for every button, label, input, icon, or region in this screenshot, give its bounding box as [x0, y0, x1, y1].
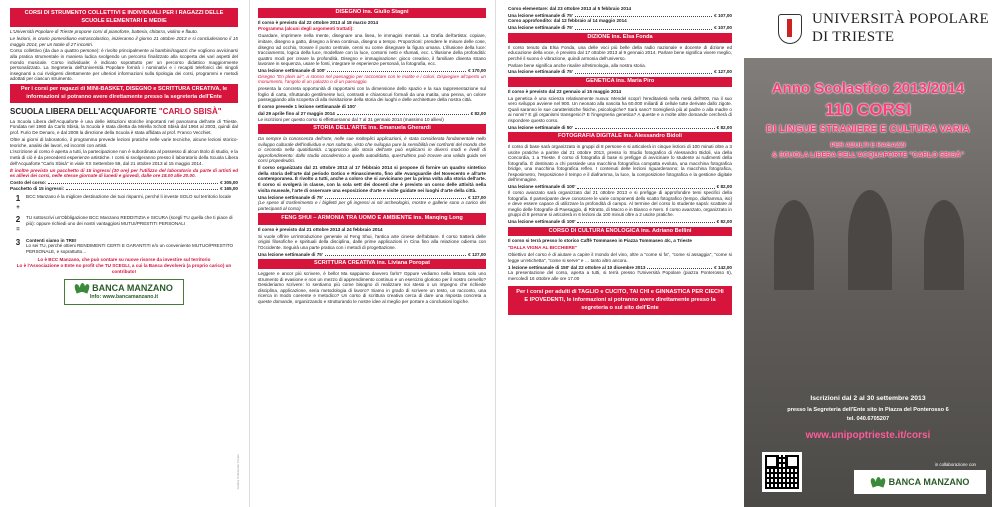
fee-value: € 82,00 — [716, 124, 732, 130]
step-number: 1 — [15, 194, 21, 204]
bank-step-3 — [10, 238, 238, 255]
course-website[interactable]: www.unipoptrieste.it/corsi — [805, 430, 931, 441]
text-subtitle: "DALLA VIGNA AL BICCHIERE" — [508, 245, 578, 251]
column-adult-courses — [500, 0, 738, 507]
plus-symbol: + — [16, 204, 20, 211]
text-body: Il corso prevede 1 lezione settimanale di 100' — [258, 104, 356, 110]
fee-value: € 82,00 — [716, 184, 732, 190]
university-name-line-2: DI TRIESTE — [812, 29, 895, 45]
sponsor-name: BANCA MANZANO — [888, 476, 970, 487]
fee-row — [258, 252, 486, 258]
text-courses: Corso collettivo (da due a quattro persone): è rivolto principalmente ai bambini/ragazzi che vogliono avvicinarsi alla pratica strumentale in maniera ludica svolgendo un percorso finalizzato alla scoperta dei vari aspetti del mondo musicale. Corso individuale: è indicato soprattutto per un percorso didattico maggiormente personalizzato. La Segreteria dell'Università Popolare fornirà i nominativi e i recapiti telefonici dei singoli insegnanti a cui rivolgersi direttamente per ulteriori informazioni sulla tipologia dei corsi, programmi e metodi adottati per ciascun strumento. — [10, 48, 238, 82]
fee-label: Costo del corso: — [10, 180, 47, 185]
fee-row — [508, 25, 732, 31]
text-scuola-program: Oltre ai giorni di laboratorio, il programma prevede lezioni pratiche nelle varie tecniche, alcune lezioni storico-teoriche, analisi dei lavori, ed incontri con artisti. — [10, 136, 238, 148]
fee-label: Pacchetto di 15 ingressi: — [10, 185, 65, 191]
section-header-strumento: CORSI DI STRUMENTO COLLETTIVI E INDIVIDUALI PER I RAGAZZI DELLE SCUOLE ELEMENTARI E MEDIE — [10, 8, 238, 27]
print-credit: Grafica Publimedia Trieste — [235, 454, 240, 490]
text-note: (Le spese di trasferimento e i biglietti per gli ingressi ai siti archeologici, mostre e gallerie sono a carico dei partecipanti al corso) — [258, 200, 486, 211]
text-body: Leggere e ancor più scrivere, è bello! Ma sappiamo davvero farlo? Oppure vediamo nella lettura solo uno strumento di evasione e non un mezzo di apprendimento continuo e un esercizio glorioso per il nostro cervello? Desideriamo scrivere: lo sentiamo più come bisogno di realizzare noi stessi o un impegno che richiede disciplina, applicazione, seria metodologia di lavoro? Siamo in grado di scrivere un testo, un racconto, una ricerca in modo coerente e metodico? Un corso di scrittura creativa cerca di dare una risposta concreta a queste domande, organizzando e strutturando le nostre idee al meglio per portare a conclusioni logiche. — [258, 270, 486, 304]
course-scuola: & SCUOLA LIBERA DELL'ACQUAFORTE "CARLO SBISÀ" — [771, 152, 965, 159]
text-dates: Il corso è previsto dal 21 ottobre 2013 al 24 febbraio 2014 — [258, 226, 383, 232]
text-dates: Il corso è previsto dal 23 gennaio al 15 maggio 2014 — [508, 88, 622, 94]
fee-row — [508, 219, 732, 225]
step-headline: Contenti siamo in TRE! — [26, 237, 77, 243]
qr-code-icon[interactable] — [762, 452, 802, 492]
text-plein-air: Disegno "En plein air", a stosso nel paesaggio per raccontare con le matite e i colori. Dispiegare all'aperto un monumento, l'angolo di un palazzo o di un paesaggio. — [258, 73, 486, 85]
scuola-name: "CARLO SBISÀ" — [158, 107, 222, 117]
fee-label: Una lezione settimanale di 100' — [258, 68, 326, 74]
text-body: Guardare, imprimere nella mente, disegnare una linea, le immagini mentali. La Grafia dell'artista: copiare, imitare, disegno a gatto, disegno a linea continua, disegno a tempo. Proporzioni: prendere le misure delle cose, disegno ad occhio, trovare il punto centrale, cenni su come disegnare la figura umana. L'illusione della luce: tracciamento, logica della luce, modellare con la luce, contorni netti e sfumati, ecc. L'illusione della profondità: quattro modi per creare la profondità. Disegno e immaginazione: gioco creativo, il familiare diventa strano lavorare in sequenza, usare le fonti, integrare le esperienze personali, la fotografia, ecc. — [258, 33, 486, 67]
bank-leaf-icon — [75, 283, 89, 293]
text-body: Le iscrizioni per questo corso si effettueranno dal 7 al 31 gennaio 2014 (massimo 10 allievi) — [258, 116, 444, 122]
bank-name: BANCA MANZANO — [92, 282, 173, 293]
text-body: Parlare bene significa anche risalire all'etimologia, alla nostra storia. — [508, 62, 646, 68]
fee-value: € 127,00 — [714, 69, 732, 75]
fee-label: Una lezione settimanale di 75' — [508, 25, 573, 31]
column-art-courses — [252, 0, 490, 507]
fee-value: € 142,00 — [714, 264, 732, 270]
text-body: La genetica è una scienza relativamente nuova: Mendel scoprì l'ereditarietà nella metà dell'800, ma il suo vero sviluppo avviene nel 900. Un neonato alla nascita ha 60.000 miliardi di cellule tutte derivate dallo zigote. Quali saranno le sue caratteristiche fisiche, psicologiche? Sarà sano? Somiglierà più al padre o alla madre o ai nonni? E gli organismi transgenici? E l'ingegneria genetica? A queste e a molte altre domande cercherà di rispondere questo corso. — [508, 95, 732, 123]
text-body: Il corso avanzato sarà organizzato dal 21 ottobre 2013 e si prefigge di approfondire temi specifici della fotografia. Il partecipante deve conoscere le varie componenti dello scatto fotografico (tempo, diaframma, iso) e deve essere capace di utilizzare la profondità di campo. Al termine del corso lo studente saprà: scattare al meglio delle fotografie di Paesaggio, di Ritratto, di Macro e in Bianco e Nero. Il corso avanzato, organizzato in gruppi di 8 persone si articolerà in 6 lezioni da 100 minuti oltre a 2 uscite pratiche. — [508, 189, 732, 218]
fee-row — [508, 69, 732, 75]
fee-label: Una lezione settimanale di 75' — [508, 12, 573, 18]
enrollment-address: presso la Segreteria dell'Ente sito in Piazza del Ponterosso 6 — [787, 407, 949, 413]
text-body: Obiettivo del corso è di aiutare a capire il mondo del vino, oltre a "come si fa", "come si assaggia", "come si legge un'etichetta", "come si serve" e … tanto altro ancora. — [508, 252, 732, 263]
bank-step-2 — [10, 215, 238, 226]
text-dates: Il corso è previsto dal 22 ottobre 2013 al 18 marzo 2014 — [258, 19, 379, 25]
step-text — [26, 238, 238, 255]
step-detail: Lo sei TU, perché ottieni RENDIMENTI CERTI E GARANTITI e/o un conveniente MUTUO/PRESTITO PERSONALE, e soprattutto… — [26, 243, 234, 254]
text-body: Il corso organizzato dal 21 ottobre 2013 al 17 febbraio 2014 si propone di fornire un quadro sintetico della storia dell'arte dal periodo Gotico e Rinascimento, fino alle Avanguardie del Novecento e all'arte contemporanea. È rivolto a tutti, anche a coloro che si avvicinano per la prima volta alla storia dell'arte. Il corso si svolgerà in classe, con la sola sett dei docenti che è previsto un corso delle attività nella visita museale, l'arte di osservare una esposizione d'arte e visite guidate nei luoghi d'arte della città. — [258, 165, 486, 193]
section-header-disegno: DISEGNO ins. Giulio Stagni — [258, 8, 486, 18]
step-number: 2 — [15, 215, 21, 225]
fee-row — [508, 125, 732, 131]
section-header-fotografia: FOTOGRAFIA DIGITALE ins. Alessandro Bidoli — [508, 132, 732, 142]
arch-shape — [924, 200, 964, 290]
fee-value: € 82,00 — [470, 111, 486, 117]
closing-text-2: Lo è l'Associazione o Ente no profit che TU SCEGLI, a cui la Banca devolverà (a proprio carico) un contributo! — [16, 263, 232, 275]
fee-value: € 305,00 — [220, 180, 238, 185]
course-subject: DI LINGUE STRANIERE E CULTURA VARIA — [766, 124, 970, 135]
text-body: presenta la concreta opportunità di rapportarsi con la dimensione dello spazio e la sua rappresentazione sul foglio di carta, sfruttando gentilmente luci, contrasti e chiaroscuri formali da una matita, una penna, un colore passeggiando alla scoperta di alla rivisitazione della storia dei luoghi e delle architetture della nostra città. — [258, 86, 486, 103]
fee-value: € 170,00 — [468, 68, 486, 74]
arch-shape — [774, 200, 814, 290]
text-location: Il corso si terrà presso lo storico Caffè Tommaseo in Piazza Tommaseo 4/c, a Trieste — [508, 238, 692, 244]
closing-text: Lo è BCC Manzano, che può contare su nuove risorse da investire sul territorio — [37, 256, 211, 262]
university-name-line-1: UNIVERSITÀ POPOLARE — [812, 11, 989, 27]
fee-label: dal 29 aprile fino al 27 maggio 2014 — [258, 111, 335, 117]
school-year: Anno Scolastico 2013/2014 — [771, 80, 965, 97]
fee-label: Una lezione settimanale di 50' — [508, 124, 573, 130]
fee-row — [10, 186, 238, 192]
section-header-adulti: Per i corsi per adulti di TAGLIO e CUCITO, TAI CHI e GINNASTICA PER CIECHI E IPOVEDENTI, le informazioni si potranno avere direttamente presso la segreteria o sul sito dell'Ente — [508, 286, 732, 315]
course-audience: PER ADULTI E RAGAZZI — [830, 142, 906, 149]
fee-value: € 107,00 — [714, 12, 732, 18]
text-dates: Le lezioni, in orario pomeridiano extrascolastico, inizieranno il giorno 21 ottobre 2013 e si concluderanno il 15 maggio 2014, per un totale di 27 incontri. — [10, 35, 238, 47]
section-header-storia: STORIA DELL'ARTE ins. Emanuela Gherardi — [258, 124, 486, 134]
fee-value: € 127,00 — [468, 194, 486, 200]
university-crest-icon — [778, 14, 802, 44]
bank-step-1 — [10, 194, 238, 204]
section-header-enologia: CORSO DI CULTURA ENOLOGICA ins. Adriano Bellini — [508, 227, 732, 237]
step-text: TU sottoscrivi un'Obbligazione BCC Manzano REDDITIZIA e SICURA (scegli TU quella che ti piace di più): oppure richiedi uno dei nostri vantaggiosi MUTUI/PRESTITI PERSONALI — [26, 215, 233, 226]
text-program: Programma (alcuni degli argomenti trattati): — [258, 26, 354, 32]
column-music-acquaforte — [0, 0, 246, 507]
text-body: Da sempre la conoscenza dell'arte, nelle sue molteplici applicazioni, è stata considerata fondamentale nello sviluppo culturale dell'individuo e non soltanto, visto che sviluppa pure la sensibilità nei confronti del mondo che ci circonda nella quotidianità. L'approccio allo storia dell'arte può esplicarsi in diversi modi e livelli di approfondimento: dallo studio accademico a quello autodidatta, quest'ultimo può trovare una valida guida nei corsi propedeutici. — [258, 135, 486, 164]
fee-label: Una lezione settimanale di 75' — [508, 69, 573, 75]
text-body: Si vuole offrire un'introduzione generale al Feng Shui, l'antica arte cinese dell'abitare. Il corso tratterà delle origini filosofiche e spirituali della disciplina, dalle prime applicazioni in Cina fino alla relazione odierna con l'Occidente. Seguirà una parte pratica con i metodi di progettazione. — [258, 233, 486, 250]
bank-logo — [69, 283, 179, 294]
text-intro: L'Università Popolare di Trieste propone corsi di pianoforte, batteria, chitarra, violino e flauto. — [10, 29, 198, 35]
section-header-fengshui: FENG SHUI – ARMONIA TRA UOMO E AMBIENTE ins. Manqing Long — [258, 213, 486, 225]
fee-label: Una lezione settimanale di 75' — [258, 194, 323, 200]
university-header — [744, 0, 992, 58]
fee-label: Una lezione settimanale di 75' — [258, 251, 323, 257]
collaboration-label: in collaborazione con — [934, 462, 976, 467]
fee-value: € 107,00 — [714, 25, 732, 31]
bank-logo-box — [64, 279, 184, 305]
sponsor-logo — [854, 470, 986, 494]
bank-leaf-icon — [871, 477, 885, 487]
scuola-title — [10, 107, 238, 117]
text-body: La presentazione del corso, aperta a tutti, si terrà presso l'Università Popolare (piazza Ponterosso 6), mercoledì 16 ottobre alle ore 17.00 — [508, 270, 732, 281]
section-header-genetica: GENETICA ins. Maria Piro — [508, 77, 732, 87]
equals-symbol: = — [16, 227, 20, 234]
step-text: BCC Manzano è la migliore destinazione dei tuoi risparmi, perché li investe SOLO sul territorio locale — [26, 194, 232, 200]
text-body: Il corso tenuto da Elsa Fonda, una delle voci più belle della radio nazionale e docente di dizione ed educazione della voce, è previsto dal 17 ottobre 2013 al 9 gennaio 2014. Parlare bene significa vivere meglio, perché il suono è vibrazione, quindi armonia dell'universo. — [508, 44, 732, 61]
text-scuola-history: La Scuola Libera dell'Acquaforte è una delle istituzioni storiche importanti nel panorama dell'arte di Trieste. Fondata nel 1960 da Carlo Sbisà, la Scuola è stata diretta da Mirella Schott Sbisà dal 1964 al 2003, quindi dal prof. Furio De Denaro, e dal 2008 la direzione della Scuola è stata affidata al prof. Franco Vecchiet. — [10, 118, 238, 136]
fee-label: 1 lezione settimanale di 150' dal 22 ottobre al 10 dicembre 2013 — [508, 264, 646, 270]
section-header-scrittura: SCRITTURA CREATIVA ins. Liviana Poropat — [258, 259, 486, 269]
fee-label: Una lezione settimanale di 100' — [508, 184, 576, 190]
section-header-dizione: DIZIONE ins. Elsa Fonda — [508, 33, 732, 43]
enrollment-phone: tel. 040.6705207 — [846, 416, 890, 422]
arch-shape — [848, 190, 892, 290]
bank-website[interactable]: Info: www.bancamanzano.it — [89, 293, 159, 300]
text-dates: Corso approfondito: dal 12 febbraio al 14 maggio 2014 — [508, 18, 627, 24]
text-dates: Corso elementare: dal 23 ottobre 2013 al 5 febbraio 2014 — [508, 6, 632, 11]
cover-panel — [744, 0, 992, 507]
university-name — [812, 10, 989, 46]
scuola-title-text: SCUOLA LIBERA DELL'ACQUAFORTE — [10, 107, 157, 117]
fee-label: Una lezione settimanale di 100' — [508, 219, 576, 225]
text-body: Il corso di base sarà organizzato in gruppi di 8 persone e si articolerà in cinque lezioni di 100 minuti oltre a 3 uscite pratiche a partire dal 21 ottobre 2013, presso lo Studio fotografico di Alessandro Bidoli, via della Concordia, 1 a Trieste. Il corso di fotografia di base si prefigge di avvicinare lo studente ai rudimenti della fotografia. È destinato a chi possiede una macchina fotografica compatta evoluta, una macchina fotografica bridge, una macchina fotografica reflex. I contenuti delle lezioni riguarderanno: la macchina fotografica, l'esposimetro, l'esposizione il tempo e il diaframma, la luce, la composizione fotografica e la gestione digitale dell'immagine. — [508, 143, 732, 183]
enrollment-dates: Iscrizioni dal 2 al 30 settembre 2013 — [810, 395, 926, 402]
text-scuola-enroll: L'iscrizione al corso è aperta a tutti, la partecipazione non è subordinata al possesso di alcun titolo di studio, e la metà di ciò è da precedenti esperienze artistiche. I corsi si svolgeranno presso il laboratorio della Scuola Libera dell'Acquaforte "Carlo Sbisà" in viale XX Settembre 59, dal 21 ottobre 2013 al 15 maggio 2014. — [10, 149, 238, 166]
section-header-ragazzi: Per i corsi per ragazzi di MINI-BASKET, DISEGNO e SCRITTURA CREATIVA, le informazioni si potranno avere direttamente presso la segreteria dell'Ente — [10, 84, 238, 103]
fee-value: € 165,00 — [220, 185, 238, 191]
fee-value: € 127,00 — [468, 251, 486, 257]
text-scuola-package: È inoltre previsto un pacchetto di 15 ingressi (30 ore) per l'utilizzo del laboratorio da parte di artisti ed ex allievi dei corsi, nelle stesse giornate di lunedì e giovedì, dalle ore 18.00 alle 20.00. — [10, 167, 238, 179]
fee-value: € 82,00 — [716, 219, 732, 225]
step-number: 3 — [15, 237, 21, 247]
course-count: 110 CORSI — [825, 100, 911, 119]
